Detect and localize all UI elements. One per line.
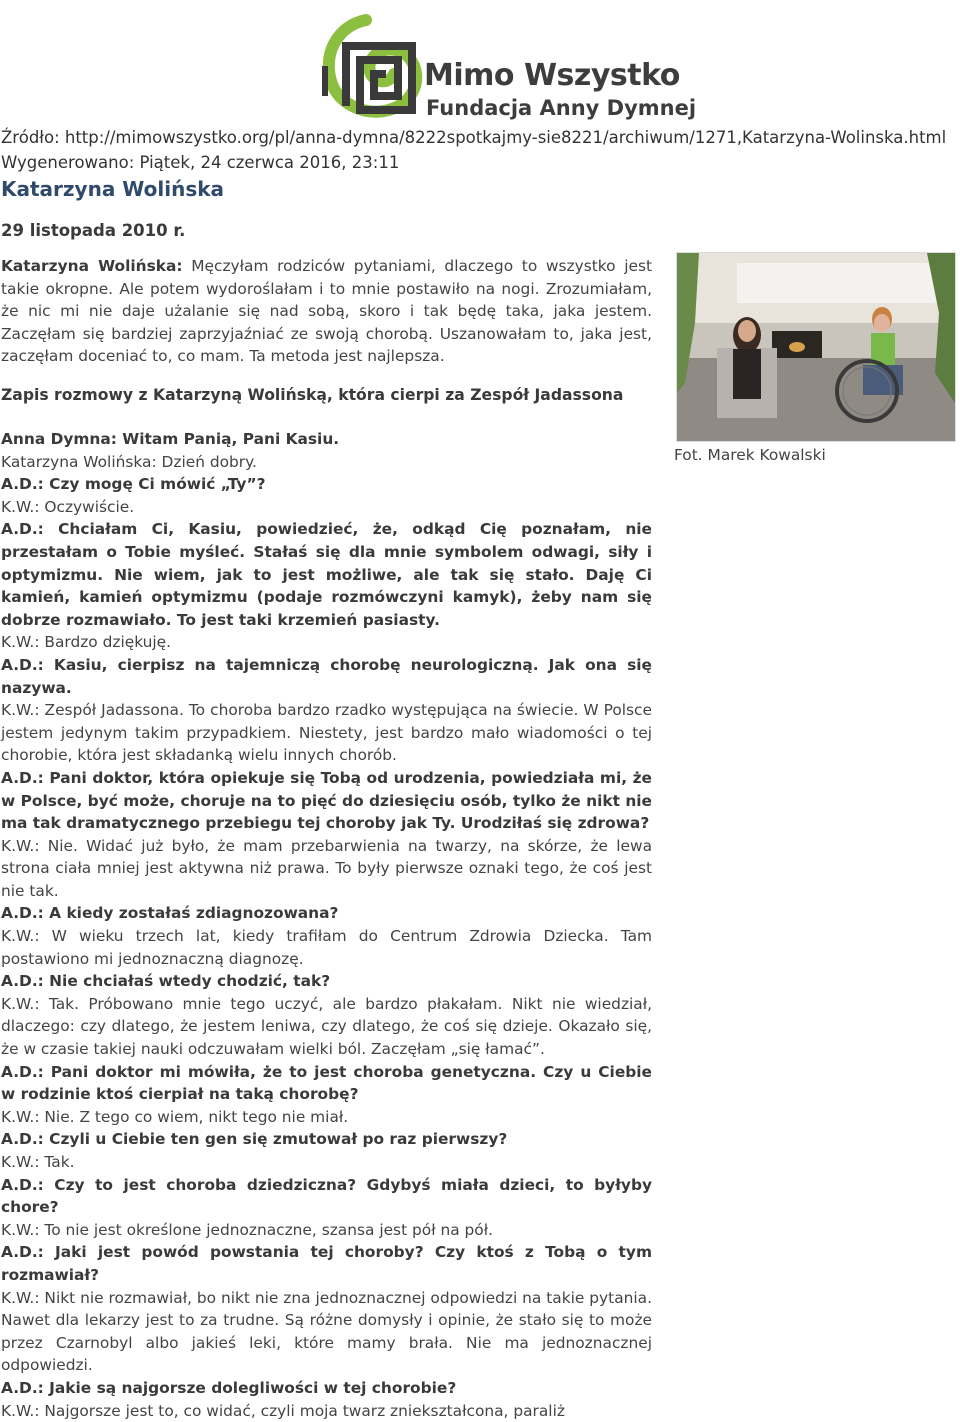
article-lead	[1, 255, 652, 368]
interview-answer: K.W.: Tak. Próbowano mnie tego uczyć, ale bardzo płakałam. Nikt nie wiedział, dlaczego: czy dlatego, że jestem leniwa, czy dlatego, że coś się dzieje. Okazało się, że w czasie takiej nauki odczuwałam wielki ból. Zaczęłam „się łamać”.	[1, 994, 652, 1059]
photo-caption: Fot. Marek Kowalski	[674, 446, 826, 464]
interview-answer: K.W.: Najgorsze jest to, co widać, czyli moja twarz zniekształcona, paraliż	[1, 1401, 565, 1420]
article-subheading: Zapis rozmowy z Katarzyną Wolińską, która cierpi za Zespół Jadassona	[1, 386, 624, 404]
interview-question: A.D.: Kasiu, cierpisz na tajemniczą chorobę neurologiczną. Jak ona się nazywa.	[1, 655, 652, 697]
interview-answer: K.W.: Nie. Widać już było, że mam przebarwienia na twarzy, na skórze, że lewa strona ciała mniej jest aktywna niż prawa. To były pierwsze oznaki tego, że coś jest nie tak.	[1, 836, 652, 900]
interview-question: A.D.: Jaki jest powód powstania tej choroby? Czy ktoś z Tobą o tym rozmawiał?	[1, 1243, 652, 1284]
interview-question: A.D.: Pani doktor, która opiekuje się Tobą od urodzenia, powiedziała mi, że w Polsce, być może, choruje na to pięć do dziesięciu osób, tylko że nikt nie ma tak dramatycznego przebiegu tej choroby jak Ty. Urodziłaś się zdrowa?	[1, 768, 652, 833]
interview-answer: K.W.: To nie jest określone jednoznaczne, szansa jest pół na pół.	[1, 1220, 493, 1239]
interview-question: Anna Dymna: Witam Panią, Pani Kasiu.	[1, 430, 340, 448]
interview-question: A.D.: Czyli u Ciebie ten gen się zmutował po raz pierwszy?	[1, 1130, 508, 1149]
article-title: Katarzyna Wolińska	[1, 177, 225, 201]
interview-answer: K.W.: Nikt nie rozmawiał, bo nikt nie zna jednoznacznej odpowiedzi na takie pytania. Nawet dla lekarzy jest to za trudne. Są różne domysły i opinie, że stało się to może przez Czarnobyl albo jakieś leki, które mamy brała. Nie ma jednoznacznej odpowiedzi.	[1, 1288, 652, 1375]
interview-answer: K.W.: Bardzo dziękuję.	[1, 633, 172, 652]
photo-illustration	[677, 253, 955, 441]
page-header	[0, 0, 960, 124]
interview-question: A.D.: Chciałam Ci, Kasiu, powiedzieć, że, odkąd Cię poznałam, nie przestałam o Tobie myśleć. Stałaś się dla mnie symbolem odwagi, siły i optymizmu. Nie wiem, jak to jest możliwe, ale tak się stało. Daję Ci kamień, kamień optymizmu (podaje rozmówczyni kamyk), żeby nam się dobrze rozmawiało. To jest taki krzemień pasiasty.	[1, 520, 652, 629]
interview-question: A.D.: Jakie są najgorsze dolegliwości w tej chorobie?	[1, 1378, 457, 1397]
interview-question: A.D.: A kiedy zostałaś zdiagnozowana?	[1, 904, 339, 923]
interview-transcript	[1, 428, 652, 1422]
interview-question: A.D.: Czy mogę Ci mówić „Ty”?	[1, 475, 266, 494]
source-url: Źródło: http://mimowszystko.org/pl/anna-dymna/8222spotkajmy-sie8221/archiwum/1271,Katarzyna-Wolinska.html	[1, 128, 947, 147]
interview-answer: K.W.: Tak.	[1, 1153, 75, 1171]
generated-date: Wygenerowano: Piątek, 24 czerwca 2016, 23:11	[1, 153, 400, 172]
interview-answer: K.W.: W wieku trzech lat, kiedy trafiłam do Centrum Zdrowia Dziecka. Tam postawiono mi jednoznaczną diagnozę.	[1, 927, 652, 968]
logo-subtitle: Fundacja Anny Dymnej	[426, 96, 697, 120]
interview-question: A.D.: Nie chciałaś wtedy chodzić, tak?	[1, 972, 331, 991]
lead-text: Męczyłam rodziców pytaniami, dlaczego to wszystko jest takie okropne. Ale potem wydoroślałam i to mnie postawiło na nogi. Zrozumiałam, że nic mi nie daje użalanie się nad sobą, skoro i tak będę taka, jaka jestem. Zaczęłam się bardziej zaprzyjaźniać ze swoją chorobą. Uszanowałam to, jaka jest, zaczęłam doceniać to, co mam. Ta metoda jest najlepsza.	[1, 257, 653, 366]
interview-answer: K.W.: Oczywiście.	[1, 497, 135, 516]
lead-speaker: Katarzyna Wolińska:	[1, 257, 183, 275]
interview-answer: K.W.: Nie. Z tego co wiem, nikt tego nie miał.	[1, 1107, 349, 1126]
interview-question: A.D.: Pani doktor mi mówiła, że to jest choroba genetyczna. Czy u Ciebie w rodzinie ktoś cierpiał na taką chorobę?	[1, 1062, 652, 1104]
article-photo	[676, 252, 956, 442]
interview-question: A.D.: Czy to jest choroba dziedziczna? Gdybyś miała dzieci, to byłyby chore?	[1, 1175, 652, 1217]
interview-answer: K.W.: Zespół Jadassona. To choroba bardzo rzadko występująca na świecie. W Polsce jestem jedynym takim przypadkiem. Niestety, jest bardzo mało wiadomości o tej chorobie, która jest składanką wielu innych chorób.	[1, 701, 652, 765]
interview-answer: Katarzyna Wolińska: Dzień dobry.	[1, 452, 257, 471]
logo-title: Mimo Wszystko	[424, 58, 680, 93]
document-meta	[1, 125, 946, 175]
article-date: 29 listopada 2010 r.	[1, 221, 186, 240]
